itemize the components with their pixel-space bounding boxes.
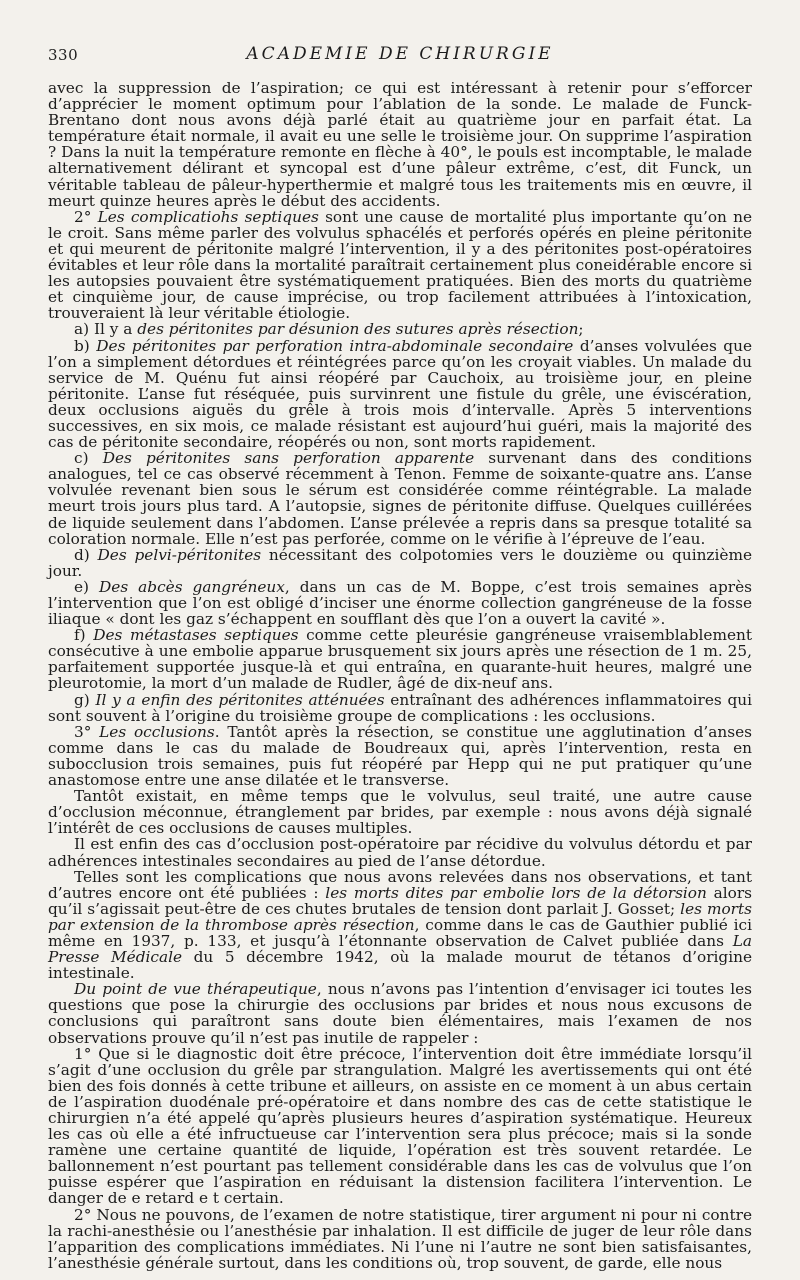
running-title: ACADEMIE DE CHIRURGIE — [246, 44, 554, 64]
italic-text-run: Les complicatiohs septiques — [97, 207, 319, 226]
italic-text-run: Des abcès gangréneux — [99, 577, 285, 596]
text-run: sont une cause de mortalité plus importante qu’on ne le croit. Sans même parler des volvulus sphacélés et perforés opérés en pleine péritonite et qui meurent de péritonite malgré l’intervention, il y a des péritonites post-opératoires évitables et leur rôle dans la mortalité paraîtrait certainement plus coneidérable encore si les autopsies pouvaient être systématiquement pratiquées. Bien des morts du quatrième et cinquième jour, de cause imprécise, ou trop facilement attribuées à l’intoxication, trouveraient là leur véritable étiologie. — [48, 207, 752, 323]
paragraph — [48, 547, 752, 579]
text-run: avec la suppression de l’aspiration; ce qui est intéressant à retenir pour s’efforcer d’apprécier le moment optimum pour l’ablation de la sonde. Le malade de Funck-Brentano dont nous avons déjà parlé était au quatrième jour en parfait état. La température était normale, il avait eu une selle le troisième jour. On supprime l’aspiration ? Dans la nuit la température remonte en flèche à 40°, le pouls est incomptable, le malade alternativement délirant et syncopal est d’une pâleur extrême, c’est, dit Funck, un véritable tableau de pâleur-hyperthermie et malgré tous les traitements mis en œuvre, il meurt quinze heures après le début des accidents. — [48, 79, 752, 210]
paragraph — [48, 321, 752, 337]
italic-text-run: Des pelvi-péritonites — [97, 545, 262, 564]
paragraph — [48, 981, 752, 1045]
text-run: entraînant des adhérences inflammatoires qui sont souvent à l’origine du troisième groupe de complications : les occlusions. — [48, 690, 752, 725]
text-run: c) — [74, 449, 103, 468]
text-run: , comme dans le cas de Gauthier publié ici même en 1937, p. 133, et jusqu’à l’étonnante observation de Calvet publiée dans — [48, 915, 752, 950]
text-run: alors qu’il s’agissait peut-être de ces chutes brutales de tension dont parlait J. Gosset; — [48, 883, 753, 918]
paragraph — [48, 692, 752, 724]
paragraph — [48, 450, 752, 547]
text-run: ; — [578, 320, 584, 339]
text-run: Tantôt existait, en même temps que le volvulus, seul traité, une autre cause d’occlusion méconnue, étranglement par brides, par exemple : nous avons déjà signalé l’intérêt de ces occlusions de causes multiples. — [48, 787, 752, 838]
paragraph — [48, 1207, 752, 1271]
paragraph — [48, 1046, 752, 1207]
paragraph — [48, 724, 752, 788]
paragraph — [48, 627, 752, 691]
text-run: g) — [74, 690, 96, 709]
body-text — [48, 80, 752, 1271]
text-run: 3° — [74, 722, 100, 741]
text-run: du 5 décembre 1942, où la malade mourut de tétanos d’origine intestinale. — [48, 948, 752, 983]
paragraph — [48, 338, 752, 451]
paragraph — [48, 209, 752, 322]
italic-text-run: Des péritonites par perforation intra-abdominale secondaire — [96, 336, 574, 355]
text-run: e) — [74, 577, 100, 596]
paragraph — [48, 836, 752, 868]
text-run: Il est enfin des cas d’occlusion post-opératoire par récidive du volvulus détordu et par adhérences intestinales secondaires au pied de l’anse détordue. — [48, 835, 752, 870]
page-number: 330 — [48, 46, 79, 64]
paragraph — [48, 80, 752, 209]
italic-text-run: des péritonites par désunion des sutures après résection — [137, 320, 579, 339]
paragraph — [48, 579, 752, 627]
text-run: d) — [74, 545, 98, 564]
italic-text-run: Des péritonites sans perforation apparente — [102, 449, 475, 468]
text-run: survenant dans des conditions analogues, tel ce cas observé récemment à Tenon. Femme de soixante-quatre ans. L’anse volvulée revenant bien sous le sérum est considérée comme réintégrable. La malade meurt trois jours plus tard. A l’autopsie, signes de péritonite diffuse. Quelques cuillérées de liquide seulement dans l’abdomen. L’anse prélevée a repris dans sa presque totalité sa coloration normale. Elle n’est pas perforée, comme on le vérifie à l’épreuve de l’eau. — [48, 449, 752, 548]
text-run: comme cette pleurésie gangréneuse vraisemblablement consécutive à une embolie apparue brusquement six jours après une résection de 1 m. 25, parfaitement supportée jusque-là et qui entraîna, en quarante-huit heures, malgré une pleurotomie, la mort d’un malade de Rudler, âgé de dix-neuf ans. — [48, 626, 752, 693]
paragraph — [48, 869, 752, 982]
text-run: nécessitant des colpotomies vers le douzième ou quinzième jour. — [48, 545, 752, 580]
page-header — [48, 42, 752, 70]
text-run: , nous n’avons pas l’intention d’envisager ici toutes les questions que pose la chirurgie des occlusions par brides et nous nous excusons de conclusions qui paraîtront sans doute bien élémentaires, mais l’examen de nos observations prouve qu’il n’est pas inutile de rappeler : — [48, 980, 752, 1047]
text-run: Telles sont les complications que nous avons relevées dans nos observations, et tant d’autres encore ont été publiées : — [48, 867, 752, 902]
paragraph — [48, 788, 752, 836]
text-run: 1° Que si le diagnostic doit être précoce, l’intervention doit être immédiate lorsqu’il s’agit d’une occlusion du grêle par strangulation. Malgré les avertissements qui ont été bien des fois donnés à cette tribune et ailleurs, on assiste en ce moment à un abus certain de l’aspiration duodénale pré-opératoire et dans nombre des cas de cette statistique le chirurgien n’a été appelé qu’après plusieurs heures d’aspiration systématique. Heureux les cas où elle a été infructueuse car l’intervention sera plus précoce; mais si la sonde ramène une certaine quantité de liquide, l’opération est très souvent retardée. Le ballonnement n’est pourtant pas tellement considérable dans les cas de volvulus que l’on puisse espérer que l’aspiration en réduisant la distension facilitera l’intervention. Le danger de e retard e t certain. — [48, 1044, 752, 1208]
italic-text-run: les morts par extension de la thrombose après résection — [48, 899, 752, 934]
italic-text-run: Il y a enfin des péritonites atténuées — [95, 690, 385, 709]
text-run: . Tantôt après la résection, se constitue une agglutination d’anses comme dans le cas du malade de Boudreaux qui, après l’intervention, resta en subocclusion trois semaines, puis fut réopéré par Hepp qui ne put pratiquer qu’une anastomose entre une anse dilatée et le transverse. — [48, 722, 752, 790]
text-run: b) — [74, 336, 97, 355]
italic-text-run: Des métastases septiques — [93, 626, 299, 645]
text-run: f) — [74, 626, 94, 645]
italic-text-run: Du point de vue thérapeutique — [74, 980, 317, 999]
italic-text-run: Les occlusions — [99, 722, 215, 741]
text-run: , dans un cas de M. Boppe, c’est trois semaines après l’intervention que l’on est obligé d’inciser une énorme collection gangréneuse de la fosse iliaque « dont les gaz s’échappent en soufflant dès que l’on a ouvert la cavité ». — [48, 577, 752, 629]
text-run: 2° — [74, 207, 98, 226]
text-run: 2° Nous ne pouvons, de l’examen de notre statistique, tirer argument ni pour ni contre la rachi-anesthésie ou l’anesthésie par inhalation. Il est difficile de juger de leur rôle dans l’apparition des complications immédiates. Ni l’une ni l’autre ne sont bien satisfaisantes, l’anesthésie générale surtout, dans les conditions où, trop souvent, de garde, elle nous — [48, 1205, 752, 1272]
text-run: a) Il y a — [74, 320, 138, 339]
text-run: d’anses volvulées que l’on a simplement détordues et réintégrées parce qu’on les croyait viables. Un malade du service de M. Quénu fut ainsi réopéré par Cauchoix, au troisième jour, en pleine péritonite. L’anse fut réséquée, puis survinrent une fistule du grêle, une éviscération, deux occlusions aiguës du grêle à trois mois d’intervalle. Après 5 interventions successives, en six mois, ce malade résistant est aujourd’hui guéri, mais la majorité des cas de péritonite secondaire, réopérés ou non, sont morts rapidement. — [48, 336, 753, 452]
italic-text-run: les morts dites par embolie lors de la détorsion — [325, 883, 707, 902]
italic-text-run: La Presse Médicale — [48, 931, 752, 967]
